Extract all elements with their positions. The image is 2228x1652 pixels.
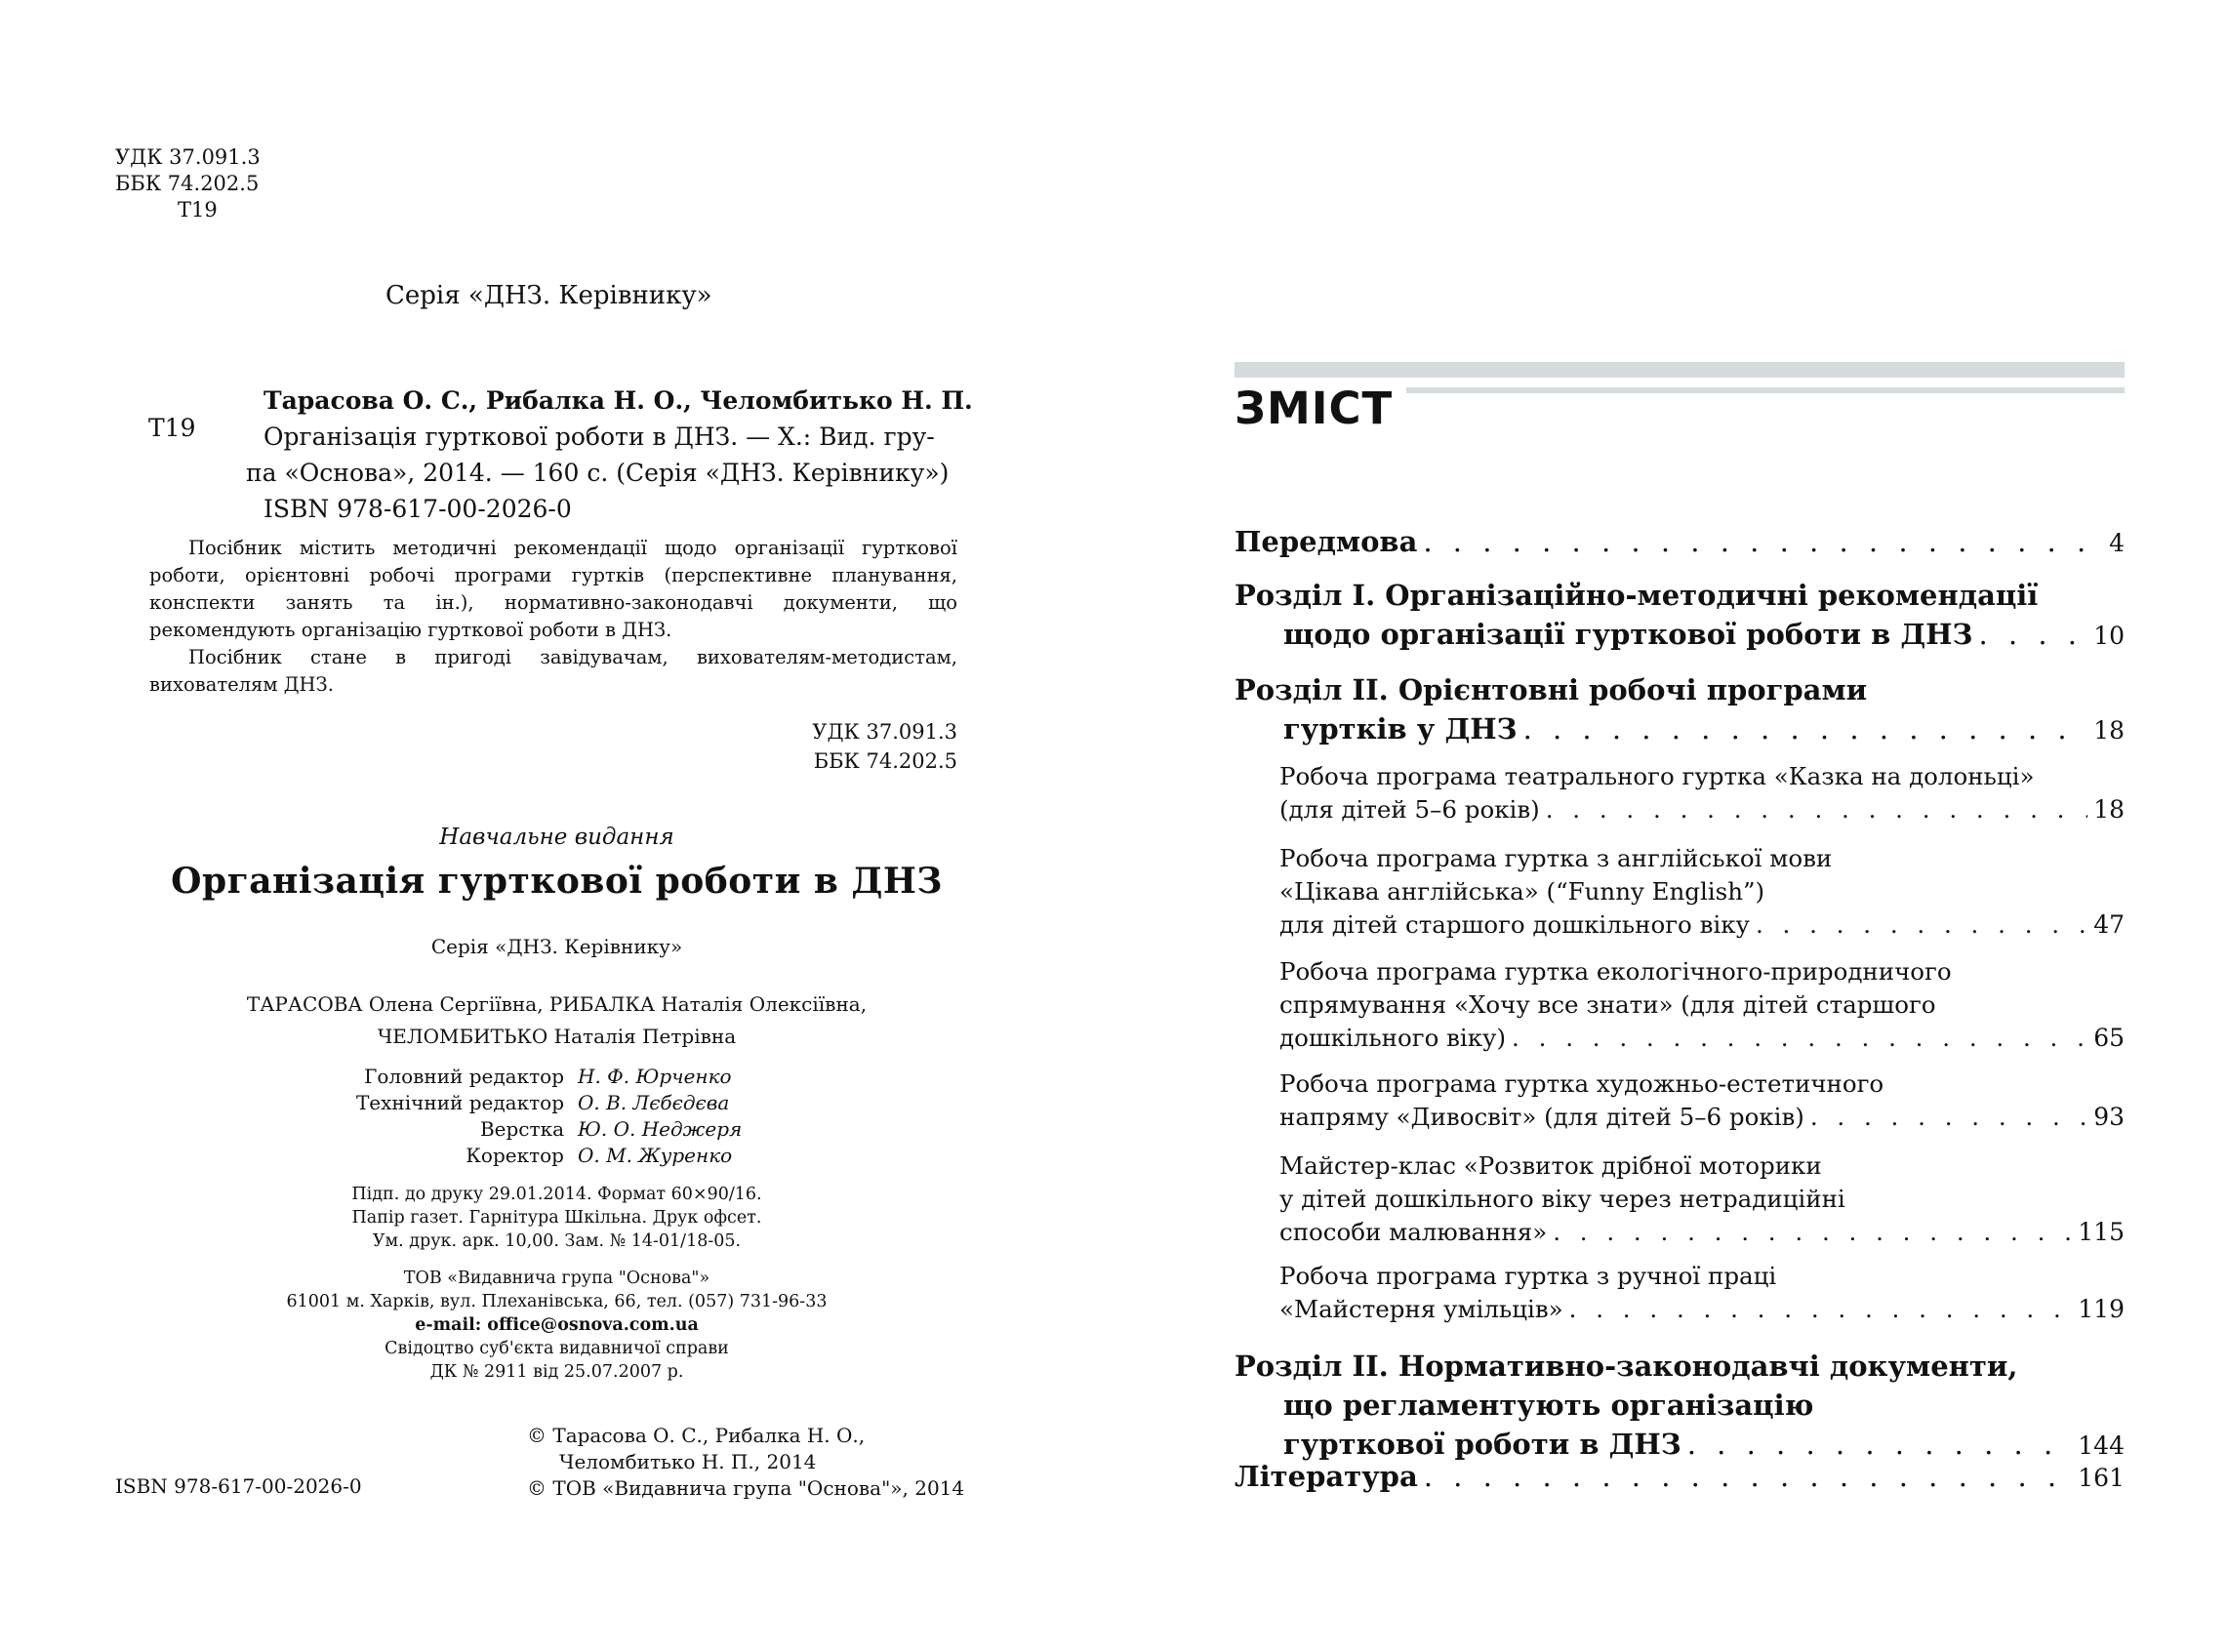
isbn: ISBN 978-617-00-2026-0: [115, 1474, 362, 1498]
abstract: [149, 535, 957, 699]
printing-details: [0, 1183, 1114, 1253]
toc-leader-dots: [1978, 618, 2087, 651]
toc-entry-line: у дітей дошкільного віку через нетрадиційні: [1279, 1185, 1845, 1213]
toc-page-number: 119: [2078, 1295, 2125, 1323]
toc-entry-last-line: [1279, 1295, 2125, 1328]
bib-line-1: Організація гурткової роботи в ДНЗ. — Х.: Вид. гру-: [263, 423, 935, 451]
toc-entry-title: гуртків у ДНЗ: [1283, 712, 1518, 745]
toc-entry-line: Робоча програма театрального гуртка «Казка на долоньці»: [1279, 762, 2035, 790]
editor-row: [293, 1064, 742, 1090]
toc-entry[interactable]: [1235, 1069, 2125, 1136]
abstract-paragraph: Посібник стане в пригоді завідувачам, вихователям-методистам, вихователям ДНЗ.: [149, 646, 957, 696]
toc-entry-title: «Майстерня умільців»: [1279, 1295, 1563, 1323]
printing-line: Папір газет. Гарнітура Шкільна. Друк офсет.: [351, 1208, 762, 1228]
toc-entry-last-line: [1279, 1103, 2125, 1136]
editor-role: Головний редактор: [364, 1065, 564, 1088]
copyright-block: [527, 1423, 964, 1502]
toc-entry-title: щодо організації гурткової роботи в ДНЗ: [1283, 618, 1973, 651]
toc-entry-title: Передмова: [1235, 525, 1418, 558]
publisher-cert: Свідоцтво суб'єкта видавничої справи: [385, 1339, 729, 1358]
bbk-code: ББК 74.202.5: [813, 749, 957, 773]
editor-role: Верстка: [479, 1117, 564, 1141]
toc-entry-last-line: [1279, 1218, 2125, 1251]
toc-entry-line: Робоча програма гуртка художньо-естетичного: [1279, 1069, 1884, 1098]
toc-entry-line: Майстер-клас «Розвиток дрібної моторики: [1279, 1151, 1822, 1180]
copyright-line: © Тарасова О. С., Рибалка Н. О.,: [527, 1424, 866, 1447]
toc-page-number: 47: [2093, 910, 2125, 939]
toc-entry[interactable]: [1235, 579, 2125, 657]
toc-entry-title: способи малювання»: [1279, 1218, 1548, 1246]
toc-entry-title: Література: [1235, 1460, 1418, 1493]
abstract-paragraph: Посібник містить методичні рекомендації щодо організації гурткової роботи, орієнтовні робочі програми гуртків (перспективне планування, конспекти занять та ін.), нормативно-законодавчі документи, що рекомендують організацію гурткової роботи в ДНЗ.: [149, 537, 957, 641]
publisher-email: e-mail: office@osnova.com.ua: [415, 1315, 699, 1335]
udk-code: УДК 37.091.3: [812, 720, 957, 744]
toc-entry-line: Розділ ІІ. Нормативно-законодавчі документи,: [1235, 1350, 2018, 1383]
toc-page-number: 161: [2078, 1464, 2125, 1492]
header-rule-thin: [1389, 387, 2125, 393]
toc-entry-last-line: [1235, 525, 2125, 564]
toc-entry[interactable]: [1235, 673, 2125, 751]
editor-row: [293, 1116, 742, 1143]
toc-page-number: 10: [2093, 622, 2125, 650]
toc-page-number: 93: [2093, 1103, 2125, 1131]
editor-name: О. В. Лєбєдєва: [578, 1091, 730, 1114]
author-mark: Т19: [178, 198, 218, 222]
printing-line: Ум. друк. арк. 10,00. Зам. № 14-01/18-05.: [372, 1231, 742, 1251]
copyright-line: Челомбитько Н. П., 2014: [559, 1450, 817, 1473]
toc-entry[interactable]: [1235, 762, 2125, 828]
toc-page-number: 18: [2093, 716, 2125, 745]
toc-page-number: 65: [2093, 1024, 2125, 1052]
toc-entry[interactable]: [1235, 1460, 2125, 1499]
editor-row: [293, 1143, 742, 1169]
editor-name: Ю. О. Неджеря: [578, 1117, 743, 1141]
editor-name: Н. Ф. Юрченко: [578, 1065, 732, 1088]
toc-leader-dots: [1569, 1295, 2073, 1323]
bib-isbn: ISBN 978-617-00-2026-0: [263, 495, 572, 523]
toc-entry[interactable]: [1235, 1262, 2125, 1328]
toc-entry-line: Робоча програма гуртка екологічного-природничого: [1279, 957, 1952, 986]
series-label-imprint: Серія «ДНЗ. Керівнику»: [430, 935, 683, 958]
toc-leader-dots: [1423, 525, 2103, 558]
publisher-address: 61001 м. Харків, вул. Плеханівська, 66, тел. (057) 731-96-33: [286, 1292, 828, 1311]
toc-entry-title: для дітей старшого дошкільного віку: [1279, 910, 1750, 939]
toc-entry[interactable]: [1235, 1151, 2125, 1251]
toc-leader-dots: [1424, 1460, 2073, 1493]
toc-entry-line: Розділ І. Організаційно-методичні рекомендації: [1235, 579, 2039, 612]
publisher-info: [0, 1267, 1114, 1384]
book-title: Організація гурткової роботи в ДНЗ: [171, 861, 943, 902]
bib-line-2: па «Основа», 2014. — 160 с. (Серія «ДНЗ. Керівнику»): [246, 459, 950, 487]
editor-row: [293, 1090, 742, 1116]
authors-line: ТАРАСОВА Олена Сергіївна, РИБАЛКА Наталія Олексіївна,: [246, 992, 868, 1016]
authors-line: ЧЕЛОМБИТЬКО Наталія Петрівна: [377, 1025, 737, 1048]
udk-block-top: [115, 144, 261, 223]
toc-entry-title: гурткової роботи в ДНЗ: [1283, 1428, 1681, 1461]
editor-role: Коректор: [466, 1144, 564, 1167]
toc-page-number: 18: [2093, 795, 2125, 824]
toc-entry-last-line: [1279, 1024, 2125, 1057]
toc-entry-line: «Цікава англійська» (“Funny English”): [1279, 877, 1765, 906]
edition-type: Навчальне видання: [439, 825, 674, 850]
toc-entry-title: напряму «Дивосвіт» (для дітей 5–6 років): [1279, 1103, 1804, 1131]
toc-page-number: 4: [2109, 529, 2125, 557]
toc-entry-last-line: [1235, 618, 2125, 657]
publisher-name: ТОВ «Видавнича група "Основа"»: [403, 1269, 710, 1288]
toc-entry-last-line: [1279, 910, 2125, 944]
editors-list: [293, 1064, 742, 1169]
editor-name: О. М. Журенко: [578, 1144, 733, 1167]
toc-entry[interactable]: [1235, 525, 2125, 564]
copyright-line: © ТОВ «Видавнича група "Основа"», 2014: [527, 1476, 965, 1500]
toc-leader-dots: [1687, 1428, 2073, 1461]
toc-leader-dots: [1756, 910, 2087, 939]
toc-entry-last-line: [1235, 712, 2125, 751]
bib-authors: Тарасова О. С., Рибалка Н. О., Челомбитько Н. П.: [263, 386, 973, 415]
toc-leader-dots: [1523, 712, 2088, 745]
toc-entry-line: Розділ ІІ. Орієнтовні робочі програми: [1235, 673, 1868, 706]
bibliographic-record: [246, 383, 973, 527]
toc-leader-dots: [1512, 1024, 2087, 1052]
toc-page-number: 115: [2078, 1218, 2125, 1246]
toc-leader-dots: [1553, 1218, 2072, 1246]
contents-title: ЗМІСТ: [1235, 383, 1406, 434]
udk-code: УДК 37.091.3: [115, 145, 261, 169]
toc-entry-line: спрямування «Хочу все знати» (для дітей старшого: [1279, 990, 1936, 1019]
toc-leader-dots: [1546, 795, 2087, 824]
printing-line: Підп. до друку 29.01.2014. Формат 60×90/16.: [351, 1185, 762, 1204]
bbk-code: ББК 74.202.5: [115, 172, 260, 195]
toc-entry-title: (для дітей 5–6 років): [1279, 795, 1540, 824]
toc-entry-title: дошкільного віку): [1279, 1024, 1507, 1052]
toc-entry-line: Робоча програма гуртка з ручної праці: [1279, 1262, 1777, 1290]
udk-block-right: [683, 717, 957, 776]
toc-page-number: 144: [2078, 1431, 2125, 1460]
header-rule: [1235, 362, 2125, 378]
authors-full: [0, 988, 1114, 1053]
series-label: Серія «ДНЗ. Керівнику»: [385, 281, 712, 310]
toc-entry-last-line: [1235, 1460, 2125, 1499]
toc-entry[interactable]: [1235, 1350, 2125, 1467]
editor-role: Технічний редактор: [355, 1091, 564, 1114]
toc-entry-last-line: [1279, 795, 2125, 828]
publisher-cert-number: ДК № 2911 від 25.07.2007 р.: [429, 1362, 684, 1382]
toc-entry[interactable]: [1235, 957, 2125, 1057]
right-page: [1114, 0, 2228, 1652]
toc-entry[interactable]: [1235, 844, 2125, 944]
author-mark-bib: Т19: [148, 414, 196, 442]
toc-entry-line: Робоча програма гуртка з англійської мови: [1279, 844, 1833, 872]
toc-leader-dots: [1810, 1103, 2087, 1131]
toc-entry-line: що регламентують організацію: [1283, 1389, 1814, 1422]
